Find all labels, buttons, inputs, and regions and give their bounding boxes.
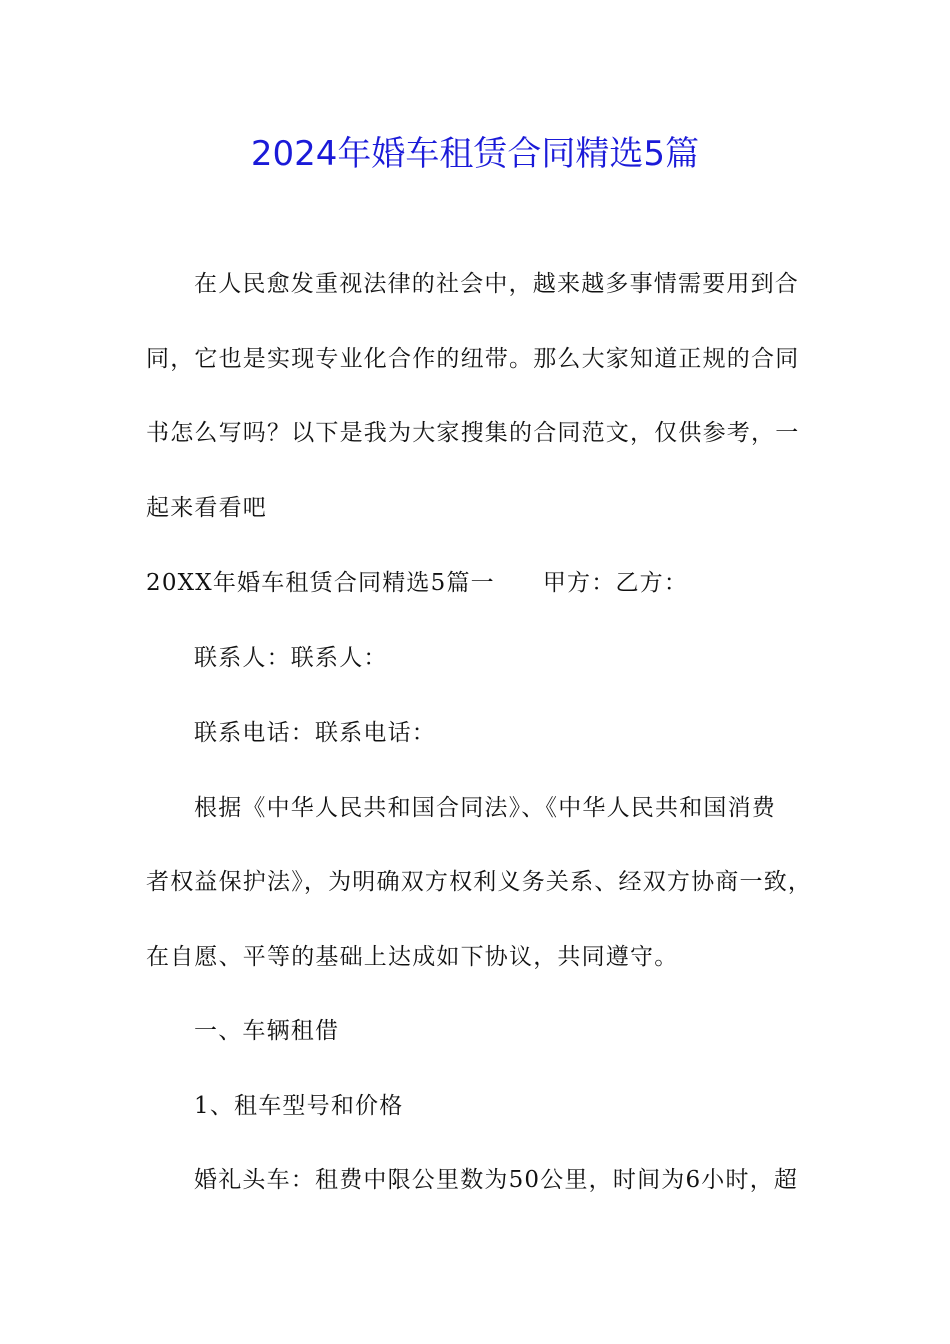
intro-line-3: 书怎么写吗？以下是我为大家搜集的合同范文，仅供参考，一 [146,420,800,446]
intro-line-2: 同，它也是实现专业化合作的纽带。那么大家知道正规的合同 [146,346,800,372]
clause-heading-1: 一、车辆租借 [194,1018,340,1044]
section-heading-line [146,565,688,601]
intro-line-4: 起来看看吧 [146,495,267,521]
section-heading: 20XX年婚车租赁合同精选5篇一 [146,570,495,596]
basis-line-2: 者权益保护法》，为明确双方权利义务关系、经双方协商一致， [146,869,813,895]
contacts-line: 联系人：联系人： [194,645,388,671]
lead-car-line: 婚礼头车：租费中限公里数为50公里，时间为6小时，超 [194,1167,799,1193]
document-title: 2024年婚车租赁合同精选5篇 [250,134,700,174]
intro-line-1: 在人民愈发重视法律的社会中，越来越多事情需要用到合 [194,271,799,297]
basis-line-1: 根据《中华人民共和国合同法》、《中华人民共和国消费 [194,795,776,821]
phones-line: 联系电话：联系电话： [194,720,436,746]
clause-heading-1-1: 1、租车型号和价格 [194,1093,404,1119]
parties: 甲方：乙方： [542,570,689,596]
basis-line-3: 在自愿、平等的基础上达成如下协议，共同遵守。 [146,944,679,970]
